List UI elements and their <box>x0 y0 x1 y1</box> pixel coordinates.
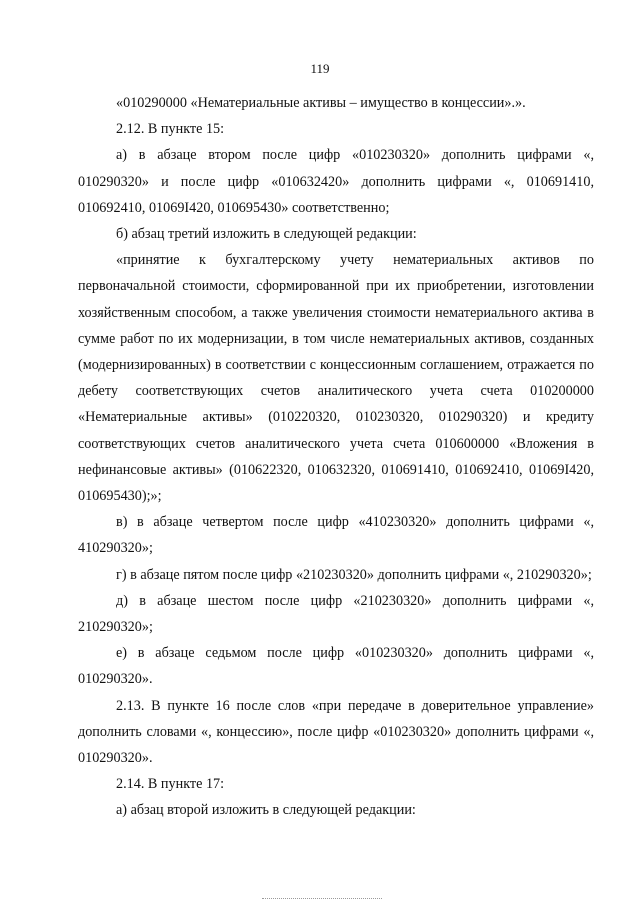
paragraph-item-d: д) в абзаце шестом после цифр «210230320» дополнить цифрами «, 210290320»; <box>78 592 594 636</box>
page-number: 119 <box>310 61 330 76</box>
paragraph-item-b: б) абзац третий изложить в следующей редакции: <box>116 226 417 243</box>
paragraph-clause-2-14: 2.14. В пункте 17: <box>116 776 225 793</box>
paragraph-item-a: а) в абзаце втором после цифр «010230320» дополнить цифрами «, 010290320» и после цифр «010632420» дополнить цифрами «, 010691410, 010692410, 01069I420, 010695430» соответственно; <box>78 147 594 216</box>
scan-edge-mark <box>262 898 382 900</box>
paragraph-item-g: г) в абзаце пятом после цифр «210230320» дополнить цифрами «, 210290320»; <box>116 566 592 583</box>
paragraph-clause-2-13: 2.13. В пункте 16 после слов «при передаче в доверительное управление» дополнить словами «, концессию», после цифр «010230320» дополнить цифрами «, 010290320». <box>78 697 594 767</box>
document-body <box>78 90 594 824</box>
paragraph-item-v: в) в абзаце четвертом после цифр «410230320» дополнить цифрами «, 410290320»; <box>78 514 594 557</box>
paragraph-clause-2-12: 2.12. В пункте 15: <box>116 121 225 138</box>
paragraph-quoted-text: «принятие к бухгалтерскому учету нематериальных активов по первоначальной стоимости, сформированной при их приобретении, изготовлении хозяйственным способом, а также увеличения стоимости нематериального актива в сумме работ по их модернизации, в том числе нематериальных активов, созданных (модернизированных) в соответствии с концессионным соглашением, отражается по дебету соответствующих счетов аналитического учета счета 010200000 «Нематериальные активы» (010220320, 010230320, 010290320) и кредиту соответствующих счетов аналитического учета счета 010600000 «Вложения в нефинансовые активы» (010622320, 010632320, 010691410, 010692410, 01069I420, 010695430);»; <box>78 252 594 505</box>
paragraph-item-e: е) в абзаце седьмом после цифр «010230320» дополнить цифрами «, 010290320». <box>78 645 594 688</box>
paragraph-clause-2-14-item-a: а) абзац второй изложить в следующей редакции: <box>116 802 416 819</box>
paragraph-account-title: «010290000 «Нематериальные активы – имущество в концессии».». <box>116 95 526 111</box>
